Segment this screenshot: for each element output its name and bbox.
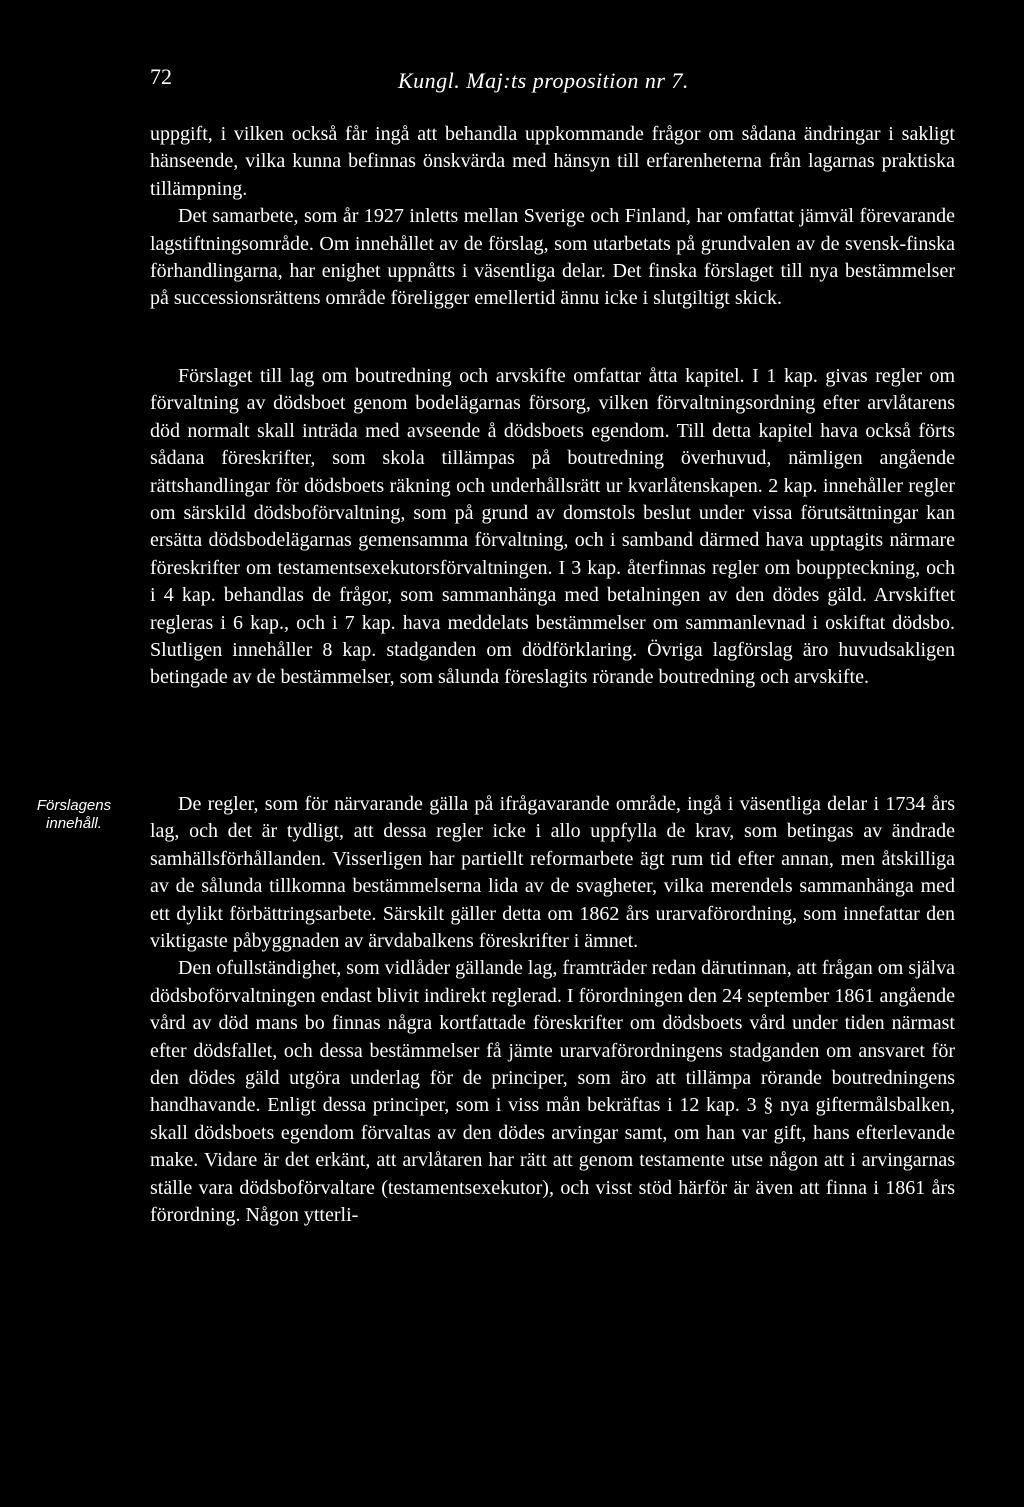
margin-note-line-2: innehåll. xyxy=(46,815,102,832)
text-block-top xyxy=(150,121,955,313)
paragraph-incompleteness: Den ofullständighet, som vidlåder gällande lag, framträder redan därutinnan, att frågan om själva dödsboförvaltningen endast blivit indirekt reglerad. I förordningen den 24 september 1861 angående vård av död mans bo finnas några kortfattade föreskrifter om dödsboets vård under tiden närmast efter dödsfallet, och dessa bestämmelser få jämte urarvaförordningens stadganden om ansvaret för den dödes gäld utgöra underlag för de principer, som äro att tillämpa rörande boutredningens handhavande. Enligt dessa principer, som i viss mån bekräftas i 12 kap. 3 § nya giftermålsbalken, skall dödsboets egendom förvaltas av den dödes arvingar samt, om han var gift, hans efterlevande make. Vidare är det erkänt, att arvlåtaren har rätt att genom testamente utse någon att i arvingarnas ställe vara dödsboförvaltare (testamentsexekutor), och visst stöd härför är även att finna i 1861 års förordning. Någon ytterli- xyxy=(150,957,955,1227)
paragraph-proposal-summary: Förslaget till lag om boutredning och arvskifte omfattar åtta kapitel. I 1 kap. givas regler om förvaltning av dödsboet genom bodelägarnas försorg, vilken förvaltningsordning efter arvlåtarens död normalt skall inträda med avseende å dödsboets egendom. Till detta kapitel hava också förts sådana föreskrifter, som skola tillämpas på boutredning överhuvud, nämligen angående rättshandlingar för dödsboets räkning och underhållsrätt ur kvarlåtenskapen. 2 kap. innehåller regler om särskild dödsboförvaltning, som på grund av domstols beslut under vissa förutsättningar kan ersätta dödsbodelägarnas gemensamma förvaltning, och i samband därmed hava upptagits närmare föreskrifter om testamentsexekutorsförvaltningen. I 3 kap. återfinnas regler om bouppteckning, och i 4 kap. behandlas de frågor, som sammanhänga med betalningen av den dödes gäld. Arvskiftet regleras i 6 kap., och i 7 kap. hava meddelats bestämmelser om sammanlevnad i oskiftat dödsbo. Slutligen innehåller 8 kap. stadganden om dödförklaring. Övriga lagförslag äro huvudsakligen betingade av de bestämmelser, som sålunda föreslagits rörande boutredning och arvskifte. xyxy=(150,365,955,689)
paragraph-current-rules: De regler, som för närvarande gälla på ifrågavarande område, ingå i väsentliga delar i 1734 års lag, och det är tydligt, att dessa regler icke i allo uppfylla de krav, som betingas av ändrade samhällsförhållanden. Visserligen har partiellt reformarbete ägt rum tid efter annan, men åtskilliga av de sålunda tillkomna bestämmelserna lida av de svagheter, vilka merendels sammanhänga med ett dylikt förbättringsarbete. Särskilt gäller detta om 1862 års urarvaförordning, som innefattar den viktigaste påbyggnaden av ärvdabalkens föreskrifter i ämnet. xyxy=(150,793,955,953)
page-header xyxy=(150,64,970,100)
page-number: 72 xyxy=(150,64,172,89)
margin-note-line-1: Förslagens xyxy=(36,797,112,814)
paragraph-cooperation: Det samarbete, som år 1927 inletts mellan Sverige och Finland, har omfattat jämväl förevarande lagstiftningsområde. Om innehållet av de förslag, som utarbetats på grundvalen av de svensk-finska förhandlingarna, har enighet uppnåtts i väsentliga delar. Det finska förslaget till nya bestämmelser på successionsrättens område föreligger emellertid ännu icke i slutgiltigt skick. xyxy=(150,205,955,310)
paragraph-continuation: uppgift, i vilken också får ingå att behandla uppkommande frågor om sådana ändringar i sakligt hänseende, vilka kunna befinnas önskvärda med hänsyn till erfarenheterna från lagarnas praktiska tillämpning. xyxy=(150,123,955,200)
running-title: Kungl. Maj:ts proposition nr 7. xyxy=(398,68,689,93)
margin-note xyxy=(14,797,134,833)
text-block-middle xyxy=(150,363,955,692)
text-block-bottom xyxy=(150,791,955,1230)
